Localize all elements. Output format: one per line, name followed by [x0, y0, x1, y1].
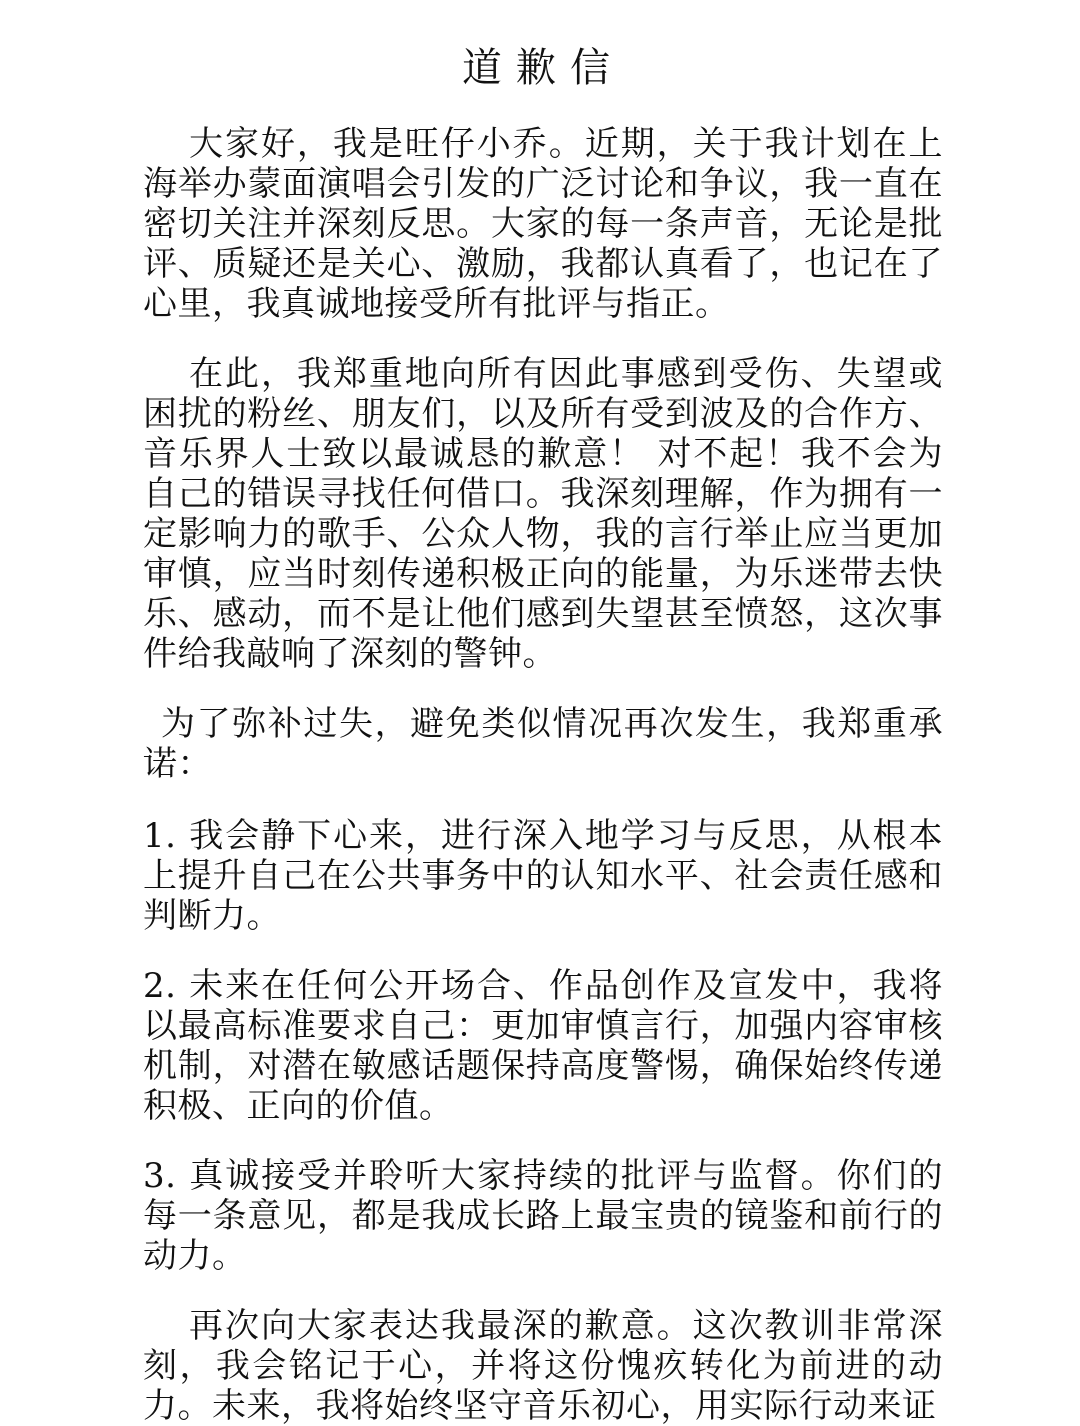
- letter-title: 道歉信: [462, 45, 624, 91]
- promise-item-3: [143, 1156, 943, 1276]
- promise-item-1: [143, 816, 943, 936]
- promise-number: 1.: [143, 816, 177, 856]
- promise-number: 2.: [143, 966, 177, 1006]
- paragraph-promise-intro: 为了弥补过失，避免类似情况再次发生，我郑重承诺：: [143, 704, 943, 784]
- promise-item-2: [143, 966, 943, 1126]
- promise-text: 真诚接受并聆听大家持续的批评与监督。你们的每一条意见，都是我成长路上最宝贵的镜鉴和前行的动力。: [143, 1156, 944, 1276]
- paragraph-closing: 再次向大家表达我最深的歉意。这次教训非常深刻，我会铭记于心，并将这份愧疚转化为前进的动力。未来，我将始终坚守音乐初心，用实际行动来证: [143, 1306, 943, 1426]
- paragraph-apology: 在此，我郑重地向所有因此事感到受伤、失望或困扰的粉丝、朋友们，以及所有受到波及的合作方、音乐界人士致以最诚恳的歉意！ 对不起！我不会为自己的错误寻找任何借口。我深刻理解，作为拥有一定影响力的歌手、公众人物，我的言行举止应当更加审慎，应当时刻传递积极正向的能量，为乐迷带去快乐、感动，而不是让他们感到失望甚至愤怒，这次事件给我敲响了深刻的警钟。: [143, 354, 943, 674]
- promise-number: 3.: [143, 1156, 177, 1196]
- promise-text: 我会静下心来，进行深入地学习与反思，从根本上提升自己在公共事务中的认知水平、社会责任感和判断力。: [143, 816, 944, 936]
- paragraph-intro: 大家好，我是旺仔小乔。近期，关于我计划在上海举办蒙面演唱会引发的广泛讨论和争议，我一直在密切关注并深刻反思。大家的每一条声音，无论是批评、质疑还是关心、激励，我都认真看了，也记在了心里，我真诚地接受所有批评与指正。: [143, 124, 943, 324]
- promise-text: 未来在任何公开场合、作品创作及宣发中，我将以最高标准要求自己：更加审慎言行，加强内容审核机制，对潜在敏感话题保持高度警惕，确保始终传递积极、正向的价值。: [143, 966, 944, 1126]
